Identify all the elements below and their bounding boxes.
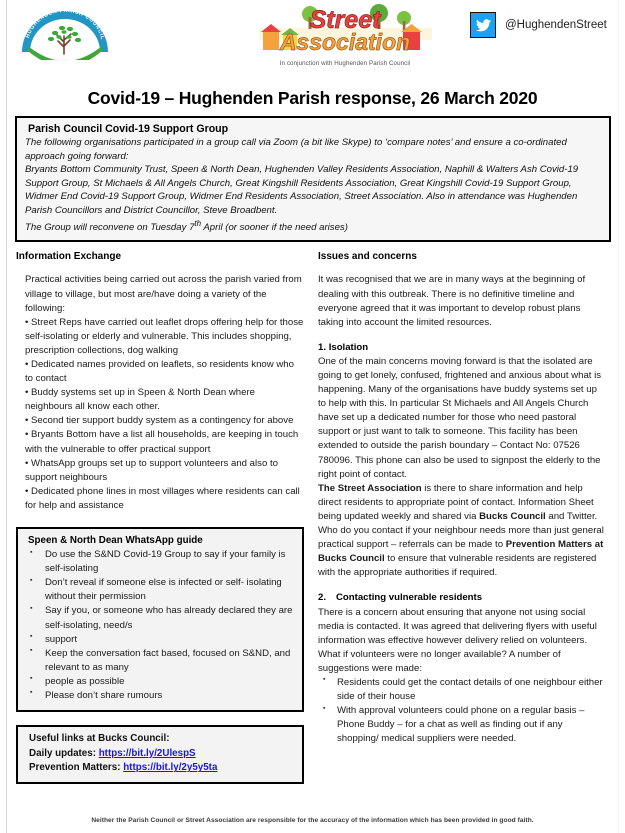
info-intro-paragraph: Practical activities being carried out across the parish varied from village to village, but most are/have doing a variety of the following: [25,274,302,314]
street-association-text-1: is there to share information and help direct residents to appropriate point of contact. Information Sheet being updated weekly and shared via [318,482,594,522]
section-2-list-item: ▪ Residents could get the contact details of one neighbour either side of their house [318,676,606,704]
twitter-handle[interactable]: @HughendenStreet [505,19,607,31]
support-group-paragraph-1: The following organisations participated in a group call via Zoom (a bit like Skype) to ‘compare notes’ and ensure a co-ordinated approach going forward: [25,137,567,162]
reconvene-suffix: April (or sooner if the need arises) [201,221,348,233]
section-2-number: 2. [318,592,327,604]
svg-text:HUGHENDEN PARISH COUNCIL: HUGHENDEN PARISH COUNCIL [25,7,106,41]
section-2-title: Contacting vulnerable residents [336,592,483,604]
bucks-council-bold: Bucks Council [479,510,546,522]
street-association-logo-block [250,2,440,67]
street-association-text-3: to ensure that vulnerable residents are registered with the appropriate authorities if required. [318,553,597,579]
page-right-border [618,0,619,833]
logo-subtitle: In conjunction with Hughenden Parish Council [279,60,411,67]
whatsapp-guide-item: ▪ support [25,633,294,647]
prevention-matters-line [26,761,294,776]
issues-intro-paragraph: It was recognised that we are in many ways at the beginning of dealing with this outbreak. There is no definitive timeline and everyone agreed that it was important to develop robust plans taking into account the limited resources. [318,274,586,328]
daily-updates-link[interactable]: https://bit.ly/2UlespS [98,747,196,759]
twitter-block[interactable] [470,12,607,38]
whatsapp-guide-list [25,548,294,703]
support-group-organisations: Bryants Bottom Community Trust, Speen & North Dean, Hughenden Valley Residents Association, Naphill & Walters Ash Covid-19 Support Group, St Michaels & All Angels Church, Great Kingshill Residents Association, Great Kingshill Covid-19 Support Group, Widmer End Covid-19 Support Group, Widmer End Residents Association, Street Association. Also in attendance was Hughenden Parish Councillors and District Councillor, Steve Broadbent. [25,164,579,217]
reconvene-prefix: The Group will reconvene on Tuesday 7 [25,221,195,233]
section-1-body: One of the main concerns moving forward is that the isolated are going to get lonely, confused, frightened and anxious about what is happening. Many of the organisations have buddy systems set up to help with this. In particular St Michaels and All Angels Church have set up a dedicated number for those who need pastoral support or just want to talk to someone. This facility has been extended to outside the parish boundary – Contact No: 07526 780096. This phone can also be used to signpost the elderly to the right point of contact. [318,355,602,480]
whatsapp-guide-item: ▪ Don’t reveal if someone else is infected or self- isolating without their permission [25,576,294,604]
support-group-heading: Parish Council Covid-19 Support Group [28,123,229,135]
left-column [16,251,304,784]
useful-links-heading: Useful links at Bucks Council: [29,733,170,745]
street-association-bold-lead: The Street Association [318,482,422,494]
info-bullet: • Bryants Bottom have a list all households, are keeping in touch with the vulnerable to offer practical support [25,429,299,455]
reconvene-ordinal-suffix: th [194,218,202,228]
info-bullet: • WhatsApp groups set up to support volunteers and also to support neighbours [25,457,278,483]
prevention-matters-link[interactable]: https://bit.ly/2y5y5ta [123,762,218,774]
issues-and-concerns-body [318,273,606,746]
whatsapp-guide-item: ▪ people as possible [25,675,294,689]
prevention-matters-bold: Prevention Matters at Bucks Council [318,539,604,565]
section-2-list [318,676,606,746]
useful-links-box [16,725,304,784]
section-1-title: Isolation [328,341,369,353]
information-exchange-body [16,273,304,513]
street-association-paragraph [318,482,606,581]
whatsapp-guide-item: ▪ Please don’t share rumours [25,689,294,703]
whatsapp-guide-item: ▪ Keep the conversation fact based, focused on S&ND, and relevant to as many [25,647,294,675]
parish-council-logo [18,6,112,60]
section-1-number: 1. [318,341,327,353]
information-exchange-heading: Information Exchange [16,251,122,263]
info-bullet: • Second tier support buddy system as a contingency for above [25,415,294,427]
info-bullet: • Dedicated phone lines in most villages where residents can call for help and assistance [25,485,300,511]
street-association-text-2: and Twitter. Who do you contact if your neighbour needs more than just general practical support – referrals can be made to [318,510,604,551]
page-left-border [6,0,7,833]
logo-word-association: Association [279,29,410,55]
info-bullet: • Buddy systems set up in Speen & North Dean where neighbours all know each other. [25,387,255,413]
whatsapp-guide-item: ▪ Say if you, or someone who has already declared they are self-isolating, need/s [25,604,294,632]
twitter-bird-icon[interactable] [470,12,496,38]
whatsapp-guide-heading: Speen & North Dean WhatsApp guide [28,535,203,547]
logo-word-street: Street [309,6,380,34]
daily-updates-line [26,747,294,762]
section-2-heading [318,591,606,605]
section-2-body: There is a concern about ensuring that anyone not using social media is contacted. It was agreed that delivering flyers with useful information was effective however delivery relied on volunteers. What if volunteers were no longer available? A number of suggestions were made: [318,606,597,674]
prevention-matters-label: Prevention Matters: [29,762,121,774]
street-association-logo [253,2,438,58]
page-title: Covid-19 – Hughenden Parish response, 26 March 2020 [87,88,538,108]
info-bullet: • Street Reps have carried out leaflet drops offering help for those self-isolating or elderly and vulnerable. This includes shopping, prescription collections, dog walking [25,316,304,356]
footer-disclaimer: Neither the Parish Council or Street Association are responsible for the accuracy of the information which has been provided in good faith. [91,817,534,824]
support-group-reconvene [25,218,601,235]
section-1-heading [318,341,606,355]
section-2-list-item: ▪ With approval volunteers could phone on a regular basis – Phone Buddy – for a chat as well as finding out if any shopping/ medical suppliers were needed. [318,704,606,746]
info-bullet: • Dedicated names provided on leaflets, so residents know who to contact [25,359,294,385]
whatsapp-guide-box [16,527,304,712]
issues-and-concerns-heading: Issues and concerns [318,251,417,263]
document-header [0,0,625,86]
whatsapp-guide-item: ▪ Do use the S&ND Covid-19 Group to say if your family is self-isolating [25,548,294,576]
right-column [318,251,606,784]
content-columns [0,251,625,784]
support-group-box [15,116,611,242]
daily-updates-label: Daily updates: [29,747,96,759]
